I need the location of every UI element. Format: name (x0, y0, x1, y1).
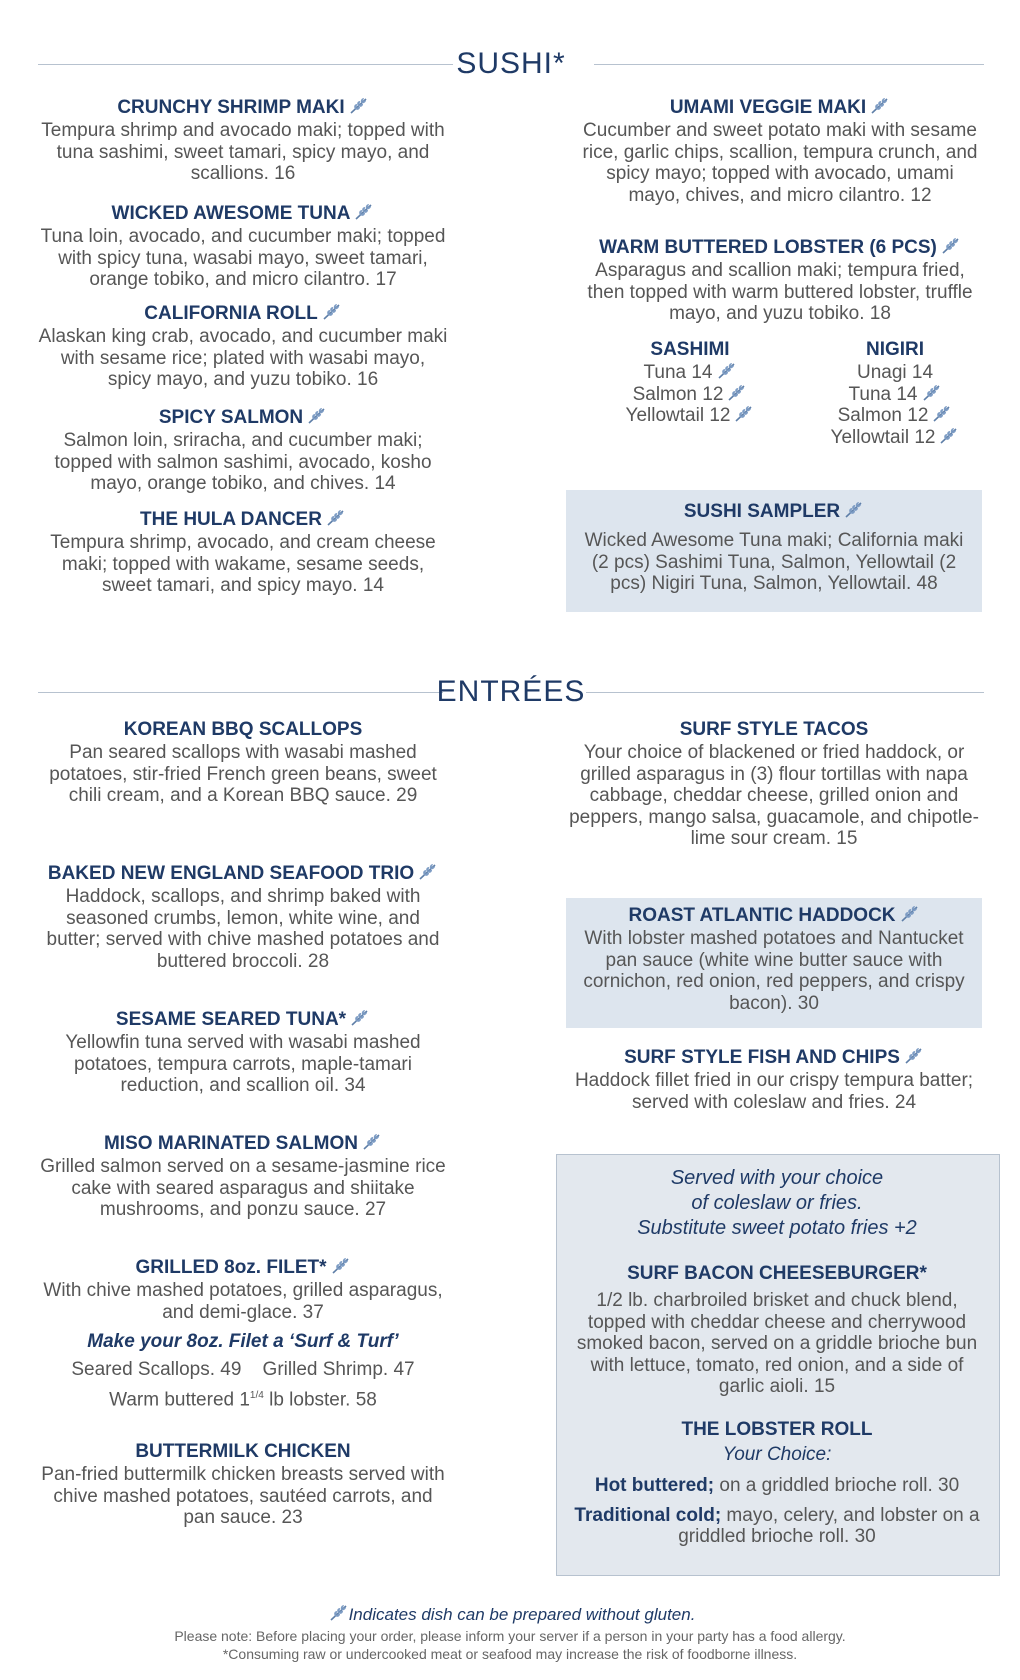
item-name: WICKED AWESOME TUNA (111, 203, 351, 224)
menu-item (38, 862, 448, 972)
menu-item (38, 406, 448, 495)
gluten-free-icon (354, 203, 374, 221)
item-description: Tempura shrimp, avocado, and cream cheese maki; topped with wakame, sesame seeds, sweet tamari, and spicy mayo. 14 (50, 532, 436, 596)
item-name: BAKED NEW ENGLAND SEAFOOD TRIO (47, 863, 415, 884)
item-name: MISO MARINATED SALMON (103, 1133, 359, 1154)
sushi-section-header (38, 44, 984, 84)
menu-item (568, 718, 980, 850)
gluten-free-icon (904, 1047, 924, 1065)
item-name: BUTTERMILK CHICKEN (135, 1441, 351, 1462)
item-description: Tempura shrimp and avocado maki; topped with tuna sashimi, sweet tamari, spicy mayo, and scallions. 16 (41, 120, 445, 184)
surf-turf-heading: Make your 8oz. Filet a ‘Surf & Turf’ (87, 1331, 399, 1352)
item-name: CALIFORNIA ROLL (144, 303, 318, 324)
menu-item (38, 302, 448, 391)
sashimi-title: SASHIMI (650, 339, 730, 360)
allergy-note: Please note: Before placing your order, please inform your server if a person in your party has a food allergy. (174, 1628, 846, 1644)
item-description: Your choice of blackened or fried haddock, or grilled asparagus in (3) flour tortillas with napa cabbage, cheddar cheese, grilled onion and peppers, mango salsa, guacamole, and chipotle-lime sour cream. 15 (569, 742, 979, 849)
item-description: Pan-fried buttermilk chicken breasts served with chive mashed potatoes, sautéed carrots, and pan sauce. 23 (41, 1464, 445, 1528)
gluten-free-icon (941, 237, 961, 255)
menu-item (38, 508, 448, 597)
item-name: KOREAN BBQ SCALLOPS (123, 719, 363, 740)
gluten-free-icon (900, 905, 920, 923)
gluten-free-icon (939, 427, 959, 445)
list-item: Tuna 14 (848, 383, 918, 405)
item-name: SURF BACON CHEESEBURGER* (627, 1263, 927, 1284)
menu-item (38, 1440, 448, 1529)
roll-choice: Your Choice: (722, 1444, 832, 1465)
raw-food-warning: *Consuming raw or undercooked meat or seafood may increase the risk of foodborne illness. (222, 1646, 798, 1662)
gluten-free-icon (331, 1257, 351, 1275)
item-name: WARM BUTTERED LOBSTER (6 PCS) (599, 237, 937, 258)
section-title: ENTRÉES (436, 675, 586, 708)
item-description: Grilled salmon served on a sesame-jasmine rice cake with seared asparagus and shiitake mushrooms, and ponzu sauce. 27 (40, 1156, 446, 1220)
menu-item (38, 718, 448, 807)
menu-item (566, 1418, 988, 1548)
nigiri-title: NIGIRI (865, 339, 925, 360)
gluten-free-icon (322, 303, 342, 321)
item-description: Haddock fillet fried in our crispy tempura batter; served with coleslaw and fries. 24 (574, 1070, 974, 1113)
menu-item (566, 1262, 988, 1398)
item-name: ROAST ATLANTIC HADDOCK (628, 905, 896, 926)
menu-item (38, 1256, 448, 1410)
gluten-free-icon (349, 97, 369, 115)
item-name: SUSHI SAMPLER (683, 501, 841, 522)
menu-item (574, 904, 974, 1014)
gluten-free-icon (329, 1604, 349, 1622)
gluten-free-icon (922, 384, 942, 402)
gluten-free-icon (362, 1133, 382, 1151)
gluten-free-icon (932, 405, 952, 423)
gluten-free-icon (727, 384, 747, 402)
item-description: Pan seared scallops with wasabi mashed potatoes, stir-fried French green beans, sweet chili cream, and a Korean BBQ sauce. 29 (49, 742, 437, 806)
item-name: UMAMI VEGGIE MAKI (669, 97, 867, 118)
menu-item (580, 96, 980, 206)
gluten-free-icon (307, 407, 327, 425)
item-name: GRILLED 8oz. FILET* (135, 1257, 327, 1278)
roll-option: Traditional cold; mayo, celery, and lobster on a griddled brioche roll. 30 (574, 1504, 980, 1547)
gluten-free-icon (734, 405, 754, 423)
item-description: Salmon loin, sriracha, and cucumber maki; topped with salmon sashimi, avocado, kosho mayo, orange tobiko, and chives. 14 (54, 430, 432, 494)
list-item: Yellowtail 12 (625, 405, 731, 426)
list-item: Tuna 14 (643, 362, 713, 383)
menu-item (38, 202, 448, 291)
item-description: Yellowfin tuna served with wasabi mashed potatoes, tempura carrots, maple-tamari reduction, and scallion oil. 34 (65, 1032, 421, 1096)
menu-item (580, 236, 980, 325)
item-description: 1/2 lb. charbroiled brisket and chuck blend, topped with cheddar cheese and cherrywood smoked bacon, served on a griddle brioche bun with lettuce, tomato, red onion, and a side of garlic aioli. 15 (576, 1290, 978, 1397)
menu-item (38, 1132, 448, 1221)
item-description: Alaskan king crab, avocado, and cucumber maki with sesame rice; plated with wasabi mayo, spicy mayo, and yuzu tobiko. 16 (38, 326, 448, 390)
surf-turf-options: Seared Scallops. 49 Grilled Shrimp. 47 (71, 1359, 415, 1380)
item-name: CRUNCHY SHRIMP MAKI (117, 97, 345, 118)
gluten-free-icon (717, 362, 737, 380)
roll-option: Hot buttered; on a griddled brioche roll. 30 (594, 1475, 960, 1496)
gluten-free-icon (870, 97, 890, 115)
item-description: Asparagus and scallion maki; tempura fried, then topped with warm buttered lobster, truffle mayo, and yuzu tobiko. 18 (587, 260, 973, 324)
menu-item (574, 1046, 974, 1113)
item-description: Haddock, scallops, and shrimp baked with seasoned crumbs, lemon, white wine, and butter; served with chive mashed potatoes and buttered broccoli. 28 (46, 886, 440, 972)
item-name: SURF STYLE TACOS (679, 719, 869, 740)
gluten-free-icon (326, 509, 346, 527)
nigiri-list (805, 338, 985, 448)
surf-turf-lobster: Warm buttered $1^{1/4}$ lb lobster. 58 (109, 1388, 377, 1410)
item-name: THE HULA DANCER (140, 509, 322, 530)
list-item: Salmon 12 (837, 405, 929, 426)
item-description: Cucumber and sweet potato maki with sesame rice, garlic chips, scallion, tempura crunch, and spicy mayo; topped with avocado, umami mayo, chives, and micro cilantro. 12 (582, 120, 978, 206)
menu-item (38, 1008, 448, 1097)
item-description: Wicked Awesome Tuna maki; California maki (2 pcs) Sashimi Tuna, Salmon, Yellowtail (2 pcs) Nigiri Tuna, Salmon, Yellowtail. 48 (584, 530, 964, 594)
list-item: Yellowtail 12 (830, 426, 936, 448)
item-name: SPICY SALMON (158, 407, 304, 428)
gluten-free-icon (844, 501, 864, 519)
sides-note: Served with your choice of coleslaw or fries. Substitute sweet potato fries +2 (637, 1167, 917, 1239)
entrees-section-header (38, 672, 984, 712)
item-description: Tuna loin, avocado, and cucumber maki; topped with spicy tuna, wasabi mayo, sweet tamari, orange tobiko, and micro cilantro. 17 (40, 226, 446, 290)
item-description: With lobster mashed potatoes and Nantucket pan sauce (white wine butter sauce with cornichon, red onion, red peppers, and crispy bacon). 30 (583, 928, 965, 1014)
sashimi-list (600, 338, 780, 427)
item-name: SESAME SEARED TUNA* (115, 1009, 347, 1030)
menu-item (574, 500, 974, 595)
item-name: THE LOBSTER ROLL (681, 1419, 873, 1440)
list-item: Salmon 12 (632, 383, 724, 405)
item-name: SURF STYLE FISH AND CHIPS (624, 1047, 900, 1068)
section-title: SUSHI* (456, 47, 566, 80)
gluten-free-note: Indicates dish can be prepared without gluten. (0, 1604, 1020, 1625)
menu-item (38, 96, 448, 185)
list-item: Unagi 14 (856, 362, 934, 383)
gluten-free-icon (418, 863, 438, 881)
item-description: With chive mashed potatoes, grilled asparagus, and demi-glace. 37 (43, 1280, 443, 1323)
gluten-free-icon (350, 1009, 370, 1027)
